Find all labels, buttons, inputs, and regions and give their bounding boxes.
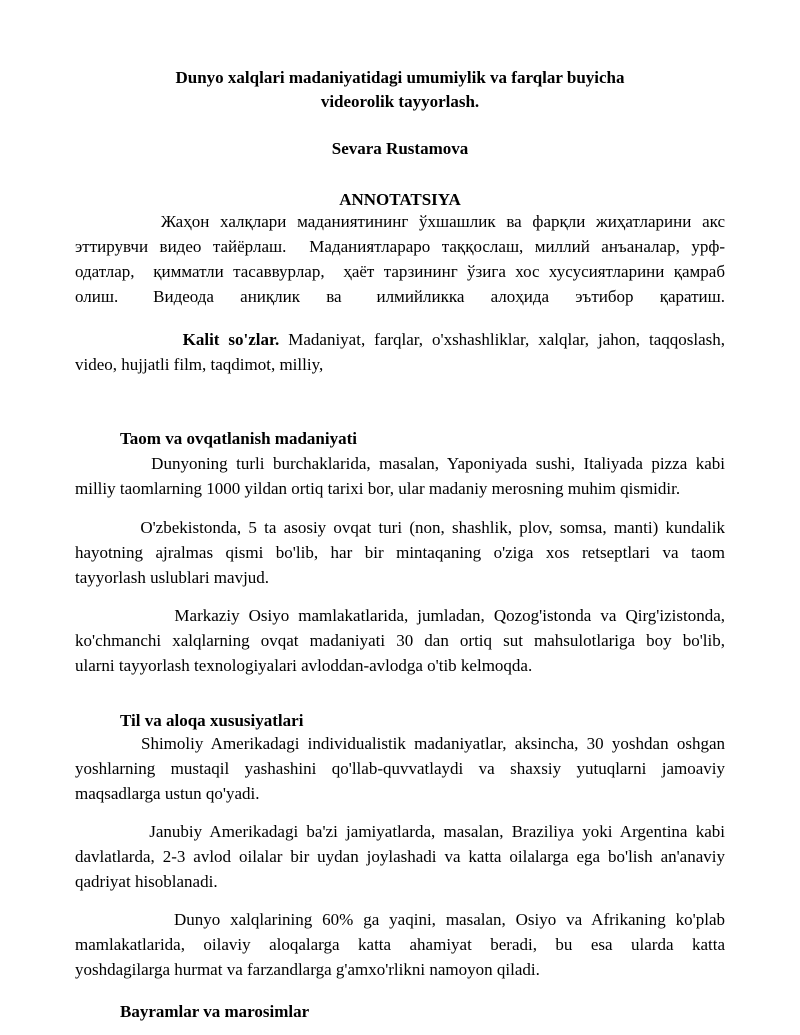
paragraph-line: milliy taomlarning 1000 yildan ortiq tarixi bor, ular madaniy merosning muhim qismidir. [75, 479, 681, 498]
language-paragraph-1 [75, 731, 725, 806]
language-paragraph-3 [75, 907, 725, 982]
paragraph-line: Dunyoning turli burchaklarida, masalan, Yaponiyada sushi, Italiyada pizza kabi [75, 454, 725, 473]
annotation-heading: ANNOTATSIYA [339, 190, 461, 209]
annotation-paragraph [75, 209, 725, 309]
paragraph-line: Janubiy Amerikadagi ba'zi jamiyatlarda, masalan, Braziliya yoki Argentina kabi [75, 822, 725, 841]
author-name: Sevara Rustamova [331, 139, 469, 158]
paragraph-line: O'zbekistonda, 5 ta asosiy ovqat turi (non, shashlik, plov, somsa, manti) kundalik [75, 518, 725, 537]
section-heading-food: Taom va ovqatlanish madaniyati [120, 429, 357, 448]
paragraph-line: tayyorlash uslublari mavjud. [75, 568, 270, 587]
keywords-label: Kalit so'zlar. [182, 330, 280, 349]
keywords-list-part-2: video, hujjatli film, taqdimot, milliy, [75, 355, 324, 374]
paragraph-line: yoshdagilarga hurmat va farzandlarga g'amxo'rlikni namoyon qiladi. [75, 960, 540, 979]
paragraph-line: yoshlarning mustaqil yashashini qo'llab-quvvatlaydi va shaxsiy yutuqlarni jamoaviy [75, 759, 725, 778]
paragraph-line: qadriyat hisoblanadi. [75, 872, 218, 891]
keywords-list-part-1: Madaniyat, farqlar, o'xshashliklar, xalqlar, jahon, taqqoslash, [288, 330, 725, 349]
paragraph-line: ularni tayyorlash texnologiyalari avloddan-avlodga o'tib kelmoqda. [75, 656, 533, 675]
language-paragraph-2 [75, 819, 725, 894]
food-paragraph-3 [75, 603, 725, 678]
food-paragraph-1 [75, 451, 725, 501]
paragraph-line: Markaziy Osiyo mamlakatlarida, jumladan, Qozog'istonda va Qirg'izistonda, [75, 606, 725, 625]
food-paragraph-2 [75, 515, 725, 590]
keywords-paragraph [75, 327, 725, 377]
annotation-line: одатлар, қимматли тасаввурлар, ҳаёт тарзининг ўзига хос хусусиятларини қамраб [75, 262, 725, 281]
section-heading-holidays: Bayramlar va marosimlar [120, 1002, 310, 1021]
title-line-1: Dunyo xalqlari madaniyatidagi umumiylik va farqlar buyicha [175, 68, 625, 87]
paragraph-line: maqsadlarga ustun qo'yadi. [75, 784, 260, 803]
paragraph-line: ko'chmanchi xalqlarning ovqat madaniyati 30 dan ortiq sut mahsulotlariga boy bo'lib, [75, 631, 725, 650]
document-title [75, 66, 725, 114]
paragraph-line: hayotning ajralmas qismi bo'lib, har bir mintaqaning o'ziga xos retseptlari va taom [75, 543, 725, 562]
paragraph-line: davlatlarda, 2-3 avlod oilalar bir uydan joylashadi va katta oilalarga ega bo'lish an'anaviy [75, 847, 725, 866]
annotation-line: эттирувчи видео тайёрлаш. Маданиятлараро таққослаш, миллий анъаналар, урф- [75, 237, 725, 256]
annotation-line: олиш. Видеода аниқлик ва илмийликка алоҳида эътибор қаратиш. [75, 287, 725, 306]
paragraph-line: mamlakatlarida, oilaviy aloqalarga katta ahamiyat beradi, bu esa ularda katta [75, 935, 725, 954]
paragraph-line: Shimoliy Amerikadagi individualistik madaniyatlar, aksincha, 30 yoshdan oshgan [75, 734, 725, 753]
annotation-line: Жаҳон халқлари маданиятининг ўхшашлик ва фарқли жиҳатларини акс [75, 212, 725, 231]
title-line-2: videorolik tayyorlash. [320, 92, 480, 111]
keywords-line-1 [75, 327, 725, 352]
section-heading-language: Til va aloqa xususiyatlari [120, 711, 304, 730]
paragraph-line: Dunyo xalqlarining 60% ga yaqini, masalan, Osiyo va Afrikaning ko'plab [75, 910, 725, 929]
